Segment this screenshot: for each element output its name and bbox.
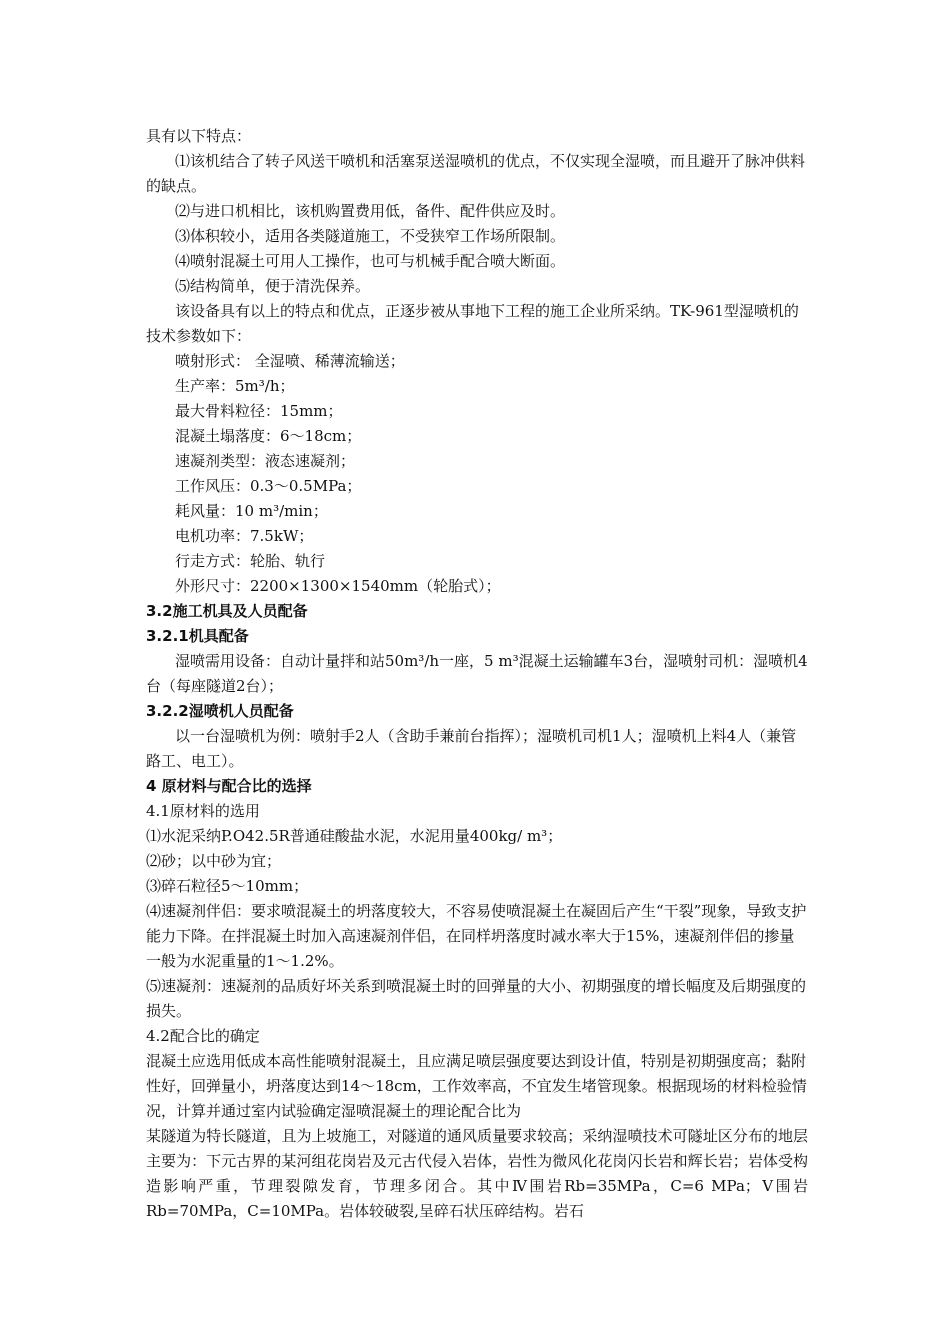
subsection-heading: 3.2.1机具配备 xyxy=(146,627,249,645)
subsection-heading: 4.2配合比的确定 xyxy=(146,1027,260,1045)
paragraph: 该设备具有以上的特点和优点，正逐步被从事地下工程的施工企业所采纳。TK-961型湿喷机的技术参数如下： xyxy=(146,302,799,345)
list-item: ⑵砂；以中砂为宜； xyxy=(146,852,282,870)
list-item: ⑸速凝剂：速凝剂的品质好坏关系到喷混凝土时的回弹量的大小、初期强度的增长幅度及后期强度的损失。 xyxy=(146,977,807,1020)
section-heading: 4 原材料与配合比的选择 xyxy=(146,777,312,795)
paragraph: 某隧道为特长隧道，且为上坡施工，对隧道的通风质量要求较高；采纳湿喷技术可隧址区分布的地层主要为：下元古界的某河组花岗岩及元古代侵入岩体，岩性为微风化花岗闪长岩和辉长岩；岩体受构造影响严重，节理裂隙发育，节理多闭合。其中Ⅳ围岩Rb=35MPa，C=6 MPa；Ⅴ围岩Rb=70MPa，C=10MPa。岩体较破裂,呈碎石状压碎结构。岩石 xyxy=(146,1127,808,1220)
spec-item: 外形尺寸：2200×1300×1540mm（轮胎式）； xyxy=(175,577,501,595)
list-item: ⑴水泥采纳P.O42.5R普通硅酸盐水泥，水泥用量400kg/ m³； xyxy=(146,827,563,845)
feature-item-5: ⑸结构简单，便于清洗保养。 xyxy=(175,277,371,295)
feature-item-1: ⑴该机结合了转子风送干喷机和活塞泵送湿喷机的优点，不仅实现全湿喷，而且避开了脉冲供料的缺点。 xyxy=(146,152,806,195)
paragraph: 具有以下特点： xyxy=(146,127,252,145)
section-heading: 3.2施工机具及人员配备 xyxy=(146,602,308,620)
feature-item-2: ⑵与进口机相比，该机购置费用低，备件、配件供应及时。 xyxy=(175,202,566,220)
spec-item: 电机功率：7.5kW； xyxy=(175,527,314,545)
paragraph: 以一台湿喷机为例：喷射手2人（含助手兼前台指挥）；湿喷机司机1人；湿喷机上料4人（兼管路工、电工）。 xyxy=(146,727,797,770)
paragraph: 混凝土应选用低成本高性能喷射混凝土，且应满足喷层强度要达到设计值，特别是初期强度高；黏附性好，回弹量小，坍落度达到14～18cm，工作效率高，不宜发生堵管现象。根据现场的材料检验情况，计算并通过室内试验确定湿喷混凝土的理论配合比为 xyxy=(146,1052,807,1120)
spec-item: 行走方式：轮胎、轨行 xyxy=(175,552,326,570)
paragraph: 湿喷需用设备：自动计量拌和站50m³/h一座，5 m³混凝土运输罐车3台，湿喷射司机：湿喷机4台（每座隧道2台）； xyxy=(146,652,808,695)
list-item: ⑶碎石粒径5～10mm； xyxy=(146,877,309,895)
spec-item: 最大骨料粒径：15mm； xyxy=(175,402,343,420)
list-item: ⑷速凝剂伴侣：要求喷混凝土的坍落度较大，不容易使喷混凝土在凝固后产生“干裂”现象，导致支护能力下降。在拌混凝土时加入高速凝剂伴侣，在同样坍落度时减水率大于15%，速凝剂伴侣的掺量一般为水泥重量的1～1.2%。 xyxy=(146,902,807,970)
spec-item: 喷射形式： 全湿喷、稀薄流输送； xyxy=(175,352,405,370)
spec-item: 混凝土塌落度：6～18cm； xyxy=(175,427,362,445)
subsection-heading: 4.1原材料的选用 xyxy=(146,802,260,820)
spec-item: 速凝剂类型：液态速凝剂； xyxy=(175,452,356,470)
feature-item-3: ⑶体积较小，适用各类隧道施工，不受狭窄工作场所限制。 xyxy=(175,227,566,245)
spec-item: 耗风量：10 m³/min； xyxy=(175,502,328,520)
feature-item-4: ⑷喷射混凝土可用人工操作，也可与机械手配合喷大断面。 xyxy=(175,252,566,270)
spec-item: 生产率：5m³/h； xyxy=(175,377,295,395)
document-page xyxy=(146,124,808,1224)
spec-item: 工作风压：0.3～0.5MPa； xyxy=(175,477,362,495)
subsection-heading: 3.2.2湿喷机人员配备 xyxy=(146,702,294,720)
